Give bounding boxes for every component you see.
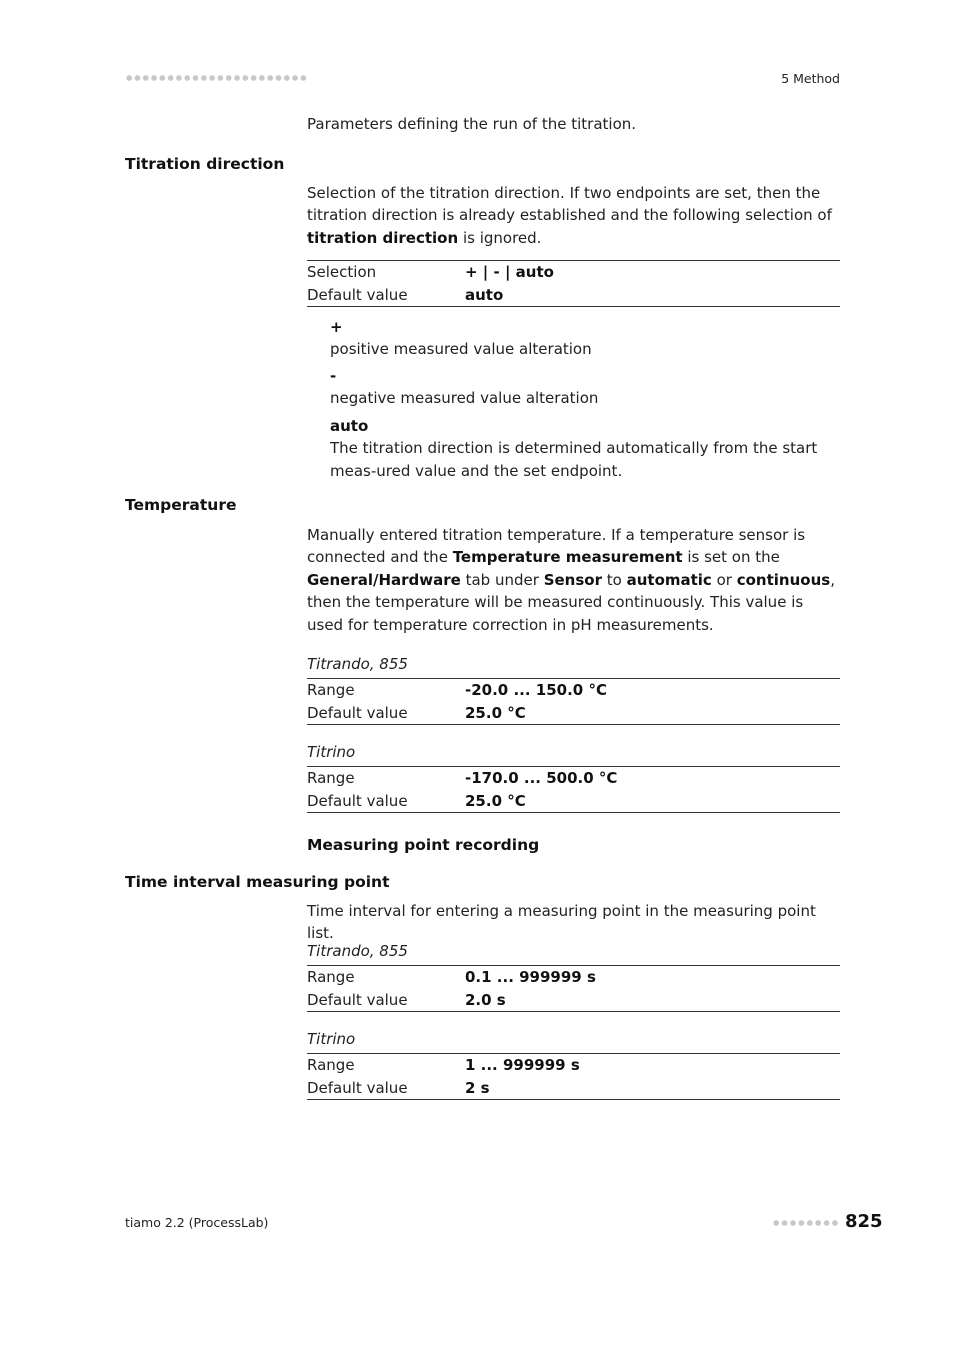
option-term: + bbox=[330, 318, 343, 336]
option-term: - bbox=[330, 367, 337, 385]
table-row bbox=[307, 1054, 840, 1077]
param-value: 2 s bbox=[465, 1078, 490, 1097]
time-interval-table-titrando bbox=[307, 965, 840, 1012]
param-key: Default value bbox=[307, 285, 408, 304]
param-value: + | - | auto bbox=[465, 263, 554, 282]
table-caption: Titrino bbox=[307, 743, 356, 761]
footer-dots-decoration bbox=[772, 1218, 840, 1228]
option-description: The titration direction is determined automatically from the start meas-ured value and the set endpoint. bbox=[330, 439, 818, 480]
heading-time-interval: Time interval measuring point bbox=[125, 873, 390, 891]
param-key: Default value bbox=[307, 990, 408, 1009]
table-caption: Titrando, 855 bbox=[307, 655, 408, 673]
temperature-table-titrando bbox=[307, 678, 840, 725]
param-key: Selection bbox=[307, 263, 377, 282]
param-value: 0.1 ... 999999 s bbox=[465, 968, 596, 987]
page-number: 825 bbox=[845, 1211, 883, 1232]
param-key: Range bbox=[307, 769, 355, 788]
table-row bbox=[307, 767, 840, 790]
time-interval-description: Time interval for entering a measuring point in the measuring point list. bbox=[307, 902, 816, 943]
param-key: Range bbox=[307, 681, 355, 700]
option-description: positive measured value alteration bbox=[330, 340, 592, 359]
param-value: 1 ... 999999 s bbox=[465, 1056, 580, 1075]
table-row bbox=[307, 989, 840, 1012]
intro-text: Parameters defining the run of the titration. bbox=[307, 115, 637, 133]
table-row bbox=[307, 284, 840, 307]
table-row bbox=[307, 1077, 840, 1100]
header-section-title: 5 Method bbox=[781, 71, 840, 86]
table-row bbox=[307, 261, 840, 284]
titration-direction-table bbox=[307, 260, 840, 307]
table-caption: Titrino bbox=[307, 1030, 356, 1048]
param-key: Default value bbox=[307, 703, 408, 722]
table-row bbox=[307, 966, 840, 989]
heading-titration-direction: Titration direction bbox=[125, 155, 285, 173]
header-dots-decoration bbox=[125, 73, 307, 83]
param-value: 2.0 s bbox=[465, 990, 506, 1009]
option-auto bbox=[330, 415, 840, 482]
param-value: auto bbox=[465, 285, 504, 304]
table-row bbox=[307, 679, 840, 702]
option-plus bbox=[330, 316, 840, 361]
param-value: 25.0 °C bbox=[465, 703, 526, 722]
table-row bbox=[307, 790, 840, 813]
table-caption: Titrando, 855 bbox=[307, 942, 408, 960]
footer-product: tiamo 2.2 (ProcessLab) bbox=[125, 1215, 269, 1230]
option-term: auto bbox=[330, 417, 369, 435]
param-key: Range bbox=[307, 968, 355, 987]
param-key: Default value bbox=[307, 1078, 408, 1097]
param-key: Range bbox=[307, 1056, 355, 1075]
titration-direction-description: Selection of the titration direction. If two endpoints are set, then the titration direction is already established and the following selection of titration direction is ignored. bbox=[307, 184, 832, 247]
option-description: negative measured value alteration bbox=[330, 389, 599, 408]
table-row bbox=[307, 702, 840, 725]
param-value: -20.0 ... 150.0 °C bbox=[465, 681, 607, 700]
time-interval-table-titrino bbox=[307, 1053, 840, 1100]
param-key: Default value bbox=[307, 791, 408, 810]
subheading-measuring-point-recording: Measuring point recording bbox=[307, 836, 540, 854]
param-value: -170.0 ... 500.0 °C bbox=[465, 769, 618, 788]
heading-temperature: Temperature bbox=[125, 496, 237, 514]
temperature-description: Manually entered titration temperature. If a temperature sensor is connected and the Temperature measurement is set on the General/Hardware tab under Sensor to automatic or continuous, then the temperature will be measured continuously. This value is used for temperature correction in pH measurements. bbox=[307, 526, 835, 634]
option-minus bbox=[330, 365, 840, 410]
temperature-table-titrino bbox=[307, 766, 840, 813]
param-value: 25.0 °C bbox=[465, 791, 526, 810]
